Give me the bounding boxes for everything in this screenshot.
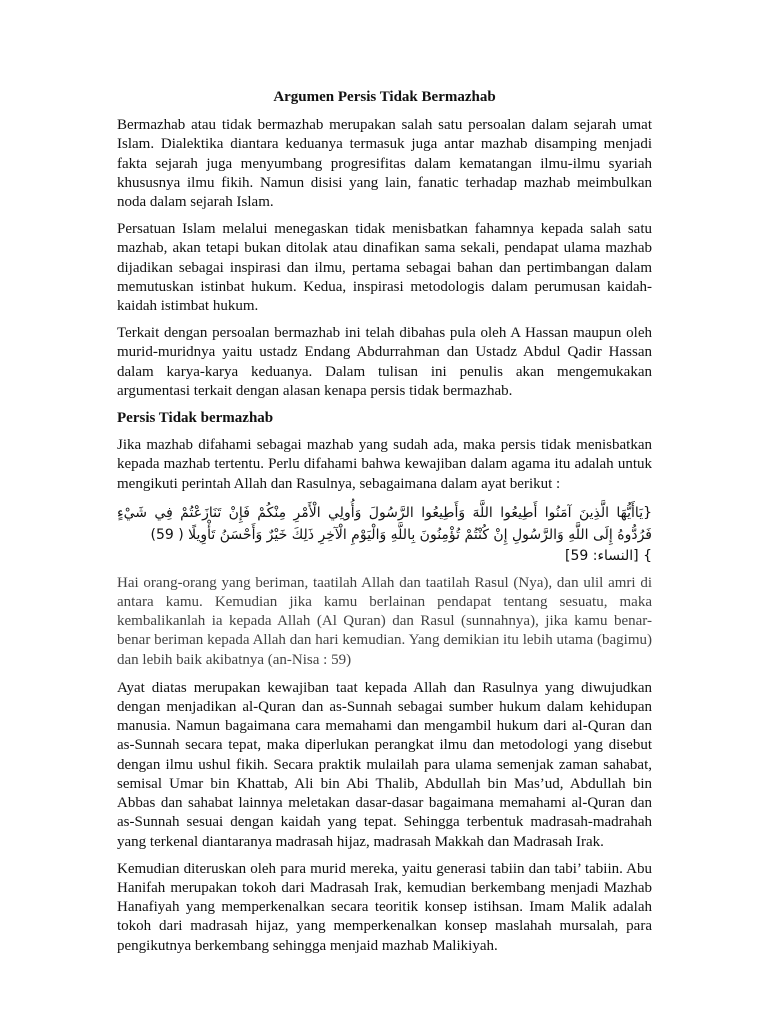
verse-translation: Hai orang-orang yang beriman, taatilah Allah dan taatilah Rasul (Nya), dan ulil amri di antara kamu. Kemudian jika kamu berlainan pendapat tentang sesuatu, maka kembalikanlah ia kepada Allah (Al Quran) dan Rasul (sunnahnya), jika kamu benar-benar beriman kepada Allah dan hari kemudian. Yang demikian itu lebih utama (bagimu) dan lebih baik akibatnya (an-Nisa : 59) — [117, 574, 652, 668]
paragraph-terkait: Terkait dengan persoalan bermazhab ini telah dibahas pula oleh A Hassan maupun oleh murid-muridnya yaitu ustadz Endang Abdurrahman dan Ustadz Abdul Qadir Hassan dalam karya-karya keduanya. Dalam tulisan ini penulis akan mengemukakan argumentasi terkait dengan alasan kenapa persis tidak bermazhab. — [117, 325, 652, 399]
paragraph-persatuan: Persatuan Islam melalui menegaskan tidak menisbatkan fahamnya kepada salah satu mazhab, akan tetapi bukan ditolak atau dinafikan sama sekali, pendapat ulama mazhab dijadikan sebagai inspirasi dan ilmu, pertama sebagai bahan dan pertimbangan dalam memutuskan istinbat hukum. Kedua, inspirasi metodologis dalam perumusan kaidah-kaidah istimbat hukum. — [117, 221, 652, 315]
quran-verse-arabic: {يَاأَيُّهَا الَّذِينَ آمَنُوا أَطِيعُوا اللَّهَ وَأَطِيعُوا الرَّسُولَ وَأُولِي الْأَمْرِ مِنْكُمْ فَإِنْ تَنَازَعْتُمْ فِي شَيْءٍ فَرُدُّوهُ إِلَى اللَّهِ وَالرَّسُولِ إِنْ كُنْتُمْ تُؤْمِنُونَ بِاللَّهِ وَالْيَوْمِ الْآخِرِ ذَلِكَ خَيْرٌ وَأَحْسَنُ تَأْوِيلًا ( 59) — [117, 504, 652, 543]
quran-verse-reference: } [النساء: 59] — [564, 547, 652, 564]
paragraph-ayat-diatas: Ayat diatas merupakan kewajiban taat kepada Allah dan Rasulnya yang diwujudkan dengan menjadikan al-Quran dan as-Sunnah sebagai sumber hukum dalam kehidupan manusia. Namun bagaimana cara memahami dan mengambil hukum dari al-Quran dan as-Sunnah secara tepat, maka diperlukan perangkat ilmu dan metodologi yang disebut dengan ilmu ushul fikih. Secara praktik mulailah para ulama semenjak zaman sahabat, semisal Umar bin Khattab, Ali bin Abi Thalib, Abdullah bin Mas’ud, Abdullah bin Abbas dan sahabat lainnya meletakan dasar-dasar bagaimana memahami al-Quran dan as-Sunnah sesuai dengan kaidah yang tepat. Sehingga terbentuk madrasah-madrahah yang terkenal diantaranya madrasah hijaz, madrasah Makkah dan Madrasah Irak. — [117, 679, 652, 850]
paragraph-kemudian: Kemudian diteruskan oleh para murid mereka, yaitu generasi tabiin dan tabi’ tabiin. Abu Hanifah merupakan tokoh dari Madrasah Irak, kemudian berkembang menjadi Mazhab Hanafiyah yang memperkenalkan secara teoritik konsep istihsan. Imam Malik adalah tokoh dari madrasah hijaz, yang memperkenalkan konsep maslahah mursalah, para pengikutnya berkembang sehingga menjaid mazhab Malikiyah. — [117, 860, 652, 954]
paragraph-jika: Jika mazhab difahami sebagai mazhab yang sudah ada, maka persis tidak menisbatkan kepada mazhab tertentu. Perlu difahami bahwa kewajiban dalam agama itu adalah untuk mengikuti perintah Allah dan Rasulnya, sebagaimana dalam ayat berikut : — [117, 437, 652, 492]
document-title: Argumen Persis Tidak Bermazhab — [273, 89, 496, 105]
document-page — [117, 88, 652, 964]
section-heading: Persis Tidak bermazhab — [117, 410, 274, 427]
paragraph-intro: Bermazhab atau tidak bermazhab merupakan salah satu persoalan dalam sejarah umat Islam. Dialektika diantara keduanya termasuk juga antar mazhab disamping menjadi fakta sejarah juga menyumbang progresifitas dalam kematangan ilmu-ilmu syariah khususnya ilmu fikih. Namun disisi yang lain, fanatic terhadap mazhab meimbulkan noda dalam sejarah Islam. — [117, 117, 652, 211]
